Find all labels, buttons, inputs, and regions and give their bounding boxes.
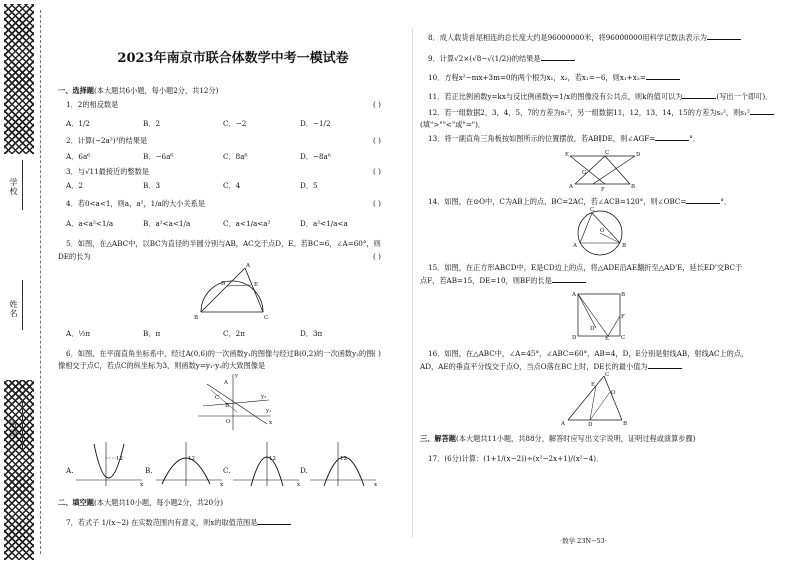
- q4-option-a[interactable]: A．a<a²<1/a: [66, 219, 114, 228]
- q1-answer-paren[interactable]: ( ): [373, 100, 381, 109]
- binding-pattern-bottom: [4, 380, 34, 560]
- q17-stem: 17．(6分)计算：(1+1/(x−2))÷(x²−2x+1)/(x²−4)．: [428, 454, 604, 463]
- q6-label-b: B: [225, 403, 230, 409]
- q3-stem: 3．与√11最接近的整数是: [66, 167, 149, 176]
- q7-answer-blank[interactable]: [257, 524, 291, 525]
- q1-stem: 1．2的相反数是: [66, 100, 119, 109]
- q3-option-a[interactable]: A．2: [66, 181, 83, 190]
- q5-option-d[interactable]: D．3π: [300, 329, 323, 338]
- q9-text: 9．计算√2×(√8−√(1/2))的结果是: [428, 54, 541, 63]
- column-divider: [412, 28, 413, 538]
- q3-option-d[interactable]: D．5: [300, 181, 318, 190]
- q15-figure: [572, 290, 628, 340]
- page-footer: ·数学 23N−53·: [560, 537, 607, 545]
- q4-answer-paren[interactable]: ( ): [373, 199, 381, 208]
- q5-figure: [193, 262, 283, 324]
- q6-graph-a-tick: 12: [116, 456, 123, 462]
- q13-label-a: A: [569, 184, 573, 190]
- binding-cut-line: [40, 10, 41, 554]
- q6-label-y2: y₂: [261, 394, 267, 400]
- q14-label-o: O: [600, 228, 605, 234]
- q16-label-a: A: [561, 421, 565, 427]
- class-label: 班级: [9, 420, 18, 438]
- q1-option-a[interactable]: A．1/2: [66, 119, 90, 128]
- q16-stem: 16．如图，在△ABC中，∠A=45°，∠ABC=60°，AB=4，D，E分别是射线AB，射线AC上的点，: [428, 349, 749, 358]
- q5-option-c[interactable]: C．2π: [223, 329, 245, 338]
- section1-note: (本大题共6小题，每小题2分，共12分): [93, 86, 219, 95]
- q7-stem: [66, 518, 291, 528]
- q13-answer-blank[interactable]: [655, 140, 689, 141]
- q6-label-a: A: [224, 380, 228, 386]
- q7-text: 7．若式子 1/(x−2) 在实数范围内有意义，则x的取值范围是: [66, 518, 258, 527]
- q14-answer-blank[interactable]: [686, 203, 720, 204]
- q5-stem-cont: DE的长为: [58, 252, 91, 261]
- section1-header: [58, 86, 218, 96]
- q14-label-a: A: [573, 243, 577, 249]
- q16-answer-blank[interactable]: [648, 368, 682, 369]
- school-label: 学校: [9, 178, 18, 196]
- q6-graph-b-x: x: [220, 482, 224, 488]
- q10-text: 10．方程x²−mx+3m=0的两个根为x₁，x₂，若x₁=−6，则x₁+x₂=: [428, 73, 646, 82]
- section3-heading: 三、解答题: [420, 434, 456, 443]
- q16-label-b: B: [623, 421, 628, 427]
- q15-label-b: B: [621, 292, 626, 298]
- q5-label-a: A: [246, 263, 250, 269]
- q14-text: 14．如图，在⊙O中，C为AB上的点，BC=2AC，若∠ACB=120°，则∠OBC=: [428, 197, 687, 206]
- q4-option-b[interactable]: B．a²<a<1/a: [143, 219, 191, 228]
- q5-stem: 5．如图，在△ABC中，以BC为直径的半圆分别与AB，AC交于点D，E。若BC=6，∠A=60°，则: [66, 239, 381, 248]
- q15-text-cont: 点F，若AB=15，DE=10，则BF的长是: [420, 276, 552, 285]
- section2-header: [58, 498, 223, 508]
- q14-label-c: C: [590, 207, 595, 213]
- q15-label-f: F: [621, 314, 625, 320]
- q16-label-e: E: [591, 382, 596, 388]
- q15-answer-blank[interactable]: [552, 282, 586, 283]
- q1-option-d[interactable]: D．−1/2: [300, 119, 331, 128]
- q4-stem: 4．若0<a<1，则a，a²，1/a的大小关系是: [66, 199, 206, 208]
- q6-graph-a-x: x: [140, 482, 144, 488]
- q8-stem: [428, 33, 741, 43]
- q13-label-d: D: [636, 152, 641, 158]
- q6-label-c: C: [215, 395, 220, 401]
- q6-graph-c-tick: 12: [269, 456, 276, 462]
- q9-stem: [428, 54, 575, 64]
- q6-option-b[interactable]: B.: [145, 466, 153, 475]
- q13-label-g: G: [582, 170, 587, 176]
- q8-text: 8．成人载货首尾相连的总长度大约是96000000米，将96000000用科学记数法表示为: [428, 33, 707, 42]
- q16-label-c: C: [605, 372, 610, 378]
- q1-option-b[interactable]: B．2: [143, 119, 161, 128]
- q9-answer-blank[interactable]: [541, 60, 575, 61]
- q6-label-y: y: [235, 373, 239, 379]
- q2-stem: 2．计算(−2a²)³的结果是: [66, 136, 148, 145]
- q2-option-a[interactable]: A．6a⁶: [66, 152, 91, 161]
- q13-label-e: E: [565, 152, 570, 158]
- q10-stem: [428, 73, 680, 83]
- q11-stem: [428, 92, 772, 102]
- q1-option-c[interactable]: C．−2: [223, 119, 247, 128]
- q2-option-d[interactable]: D．−8a⁶: [300, 152, 331, 161]
- q15-stem-cont: [420, 276, 586, 286]
- q5-option-b[interactable]: B．π: [143, 329, 161, 338]
- binding-margin: [0, 0, 50, 564]
- q16-text-cont: AD，AE的垂直平分线交于点O，当点O落在BC上时，DE长的最小值为: [420, 362, 648, 371]
- q15-label-a: A: [572, 292, 576, 298]
- q6-graph-a: [76, 440, 146, 486]
- section3-note: (本大题共11小题，共88分，解答时应写出文字说明，证明过程或演算步骤): [455, 434, 696, 443]
- q6-graph-c-x: x: [297, 482, 301, 488]
- q2-option-c[interactable]: C．8a⁶: [223, 152, 248, 161]
- q6-graph-d-tick: 12: [340, 456, 347, 462]
- q5-label-d: D: [221, 281, 226, 287]
- q5-label-c: C: [264, 315, 269, 321]
- q13-unit: °．: [689, 134, 701, 143]
- q15-label-dprime: D': [590, 326, 596, 332]
- q6-answer-paren[interactable]: ( ): [373, 349, 381, 358]
- q6-stem-cont: 像相交于点C，若点C的纵坐标为3，则函数y=y₁·y₂的大致图像是: [58, 361, 266, 370]
- q5-label-b: B: [194, 315, 199, 321]
- q12-text: 12．若一组数据2，3，4，5，7的方差为s₁²，另一组数据11，12，13，14，15的方差为s₂²，则s₁²: [428, 108, 750, 117]
- school-field: [22, 160, 23, 210]
- name-field: [22, 280, 23, 330]
- q5-option-a[interactable]: A．½π: [66, 329, 91, 338]
- q13-stem: [428, 134, 700, 144]
- q3-option-b[interactable]: B．3: [143, 181, 161, 190]
- q13-label-b: B: [631, 184, 636, 190]
- section2-heading: 二、填空题: [58, 498, 94, 507]
- class-field: [22, 400, 23, 450]
- q6-graph-b: [156, 440, 226, 486]
- q6-graph-d-x: x: [374, 482, 378, 488]
- section3-header: [420, 434, 695, 444]
- q4-option-d[interactable]: D．a²<1/a<a: [300, 219, 348, 228]
- q6-option-c[interactable]: C.: [223, 466, 231, 475]
- binding-pattern-top: [4, 4, 34, 154]
- name-label: 姓名: [9, 300, 18, 318]
- q8-answer-blank[interactable]: [707, 39, 741, 40]
- q12-tail: (填">""<"或"=")．: [420, 120, 486, 129]
- q4-option-c[interactable]: C．a<1/a<a²: [223, 219, 271, 228]
- q13-label-c: C: [605, 150, 610, 156]
- q16-label-o: O: [611, 390, 616, 396]
- q14-label-b: B: [622, 243, 627, 249]
- q16-stem-cont: [420, 362, 682, 372]
- q6-graph-c: [233, 440, 303, 486]
- q11-text: 11．若正比例函数y=kx与反比例函数y=1/x的图像没有公共点，则k的值可以为: [428, 92, 683, 101]
- q13-text: 13．将一副直角三角板按如图所示的位置摆放，若AB∥DE，则∠AGF=: [428, 134, 656, 143]
- q11-tail: (写出一个即可)．: [716, 92, 773, 101]
- q15-stem: 15．如图，在正方形ABCD中，E是CD边上的点，将△ADE沿AE翻折至△AD'E，延长ED'交BC于: [428, 263, 743, 272]
- q2-option-b[interactable]: B．−6a⁶: [143, 152, 174, 161]
- q6-stem: 6．如图，在平面直角坐标系中，经过A(0,6)的一次函数y₁的图像与经过B(0,2)的一次函数y₂的图: [66, 349, 374, 358]
- q16-figure: [560, 372, 640, 426]
- q14-unit: °．: [720, 197, 732, 206]
- q6-option-a[interactable]: A.: [66, 466, 74, 475]
- q5-label-e: E: [254, 282, 259, 288]
- q13-figure: [565, 150, 640, 192]
- q6-label-y1: y₁: [266, 408, 272, 414]
- q6-label-o: O: [226, 419, 231, 425]
- q5-answer-paren[interactable]: ( ): [373, 252, 381, 261]
- section2-note: (本大题共10小题，每小题2分，共20分): [93, 498, 224, 507]
- q15-label-d: D: [572, 335, 577, 341]
- q6-graph-b-tick: 12: [188, 456, 195, 462]
- q6-graph-d: [310, 440, 380, 486]
- q3-answer-paren[interactable]: ( ): [373, 167, 381, 176]
- q2-answer-paren[interactable]: ( ): [373, 136, 381, 145]
- q6-figure: [193, 372, 273, 432]
- q6-option-d[interactable]: D.: [300, 466, 308, 475]
- q15-label-c: C: [621, 335, 626, 341]
- q11-answer-blank[interactable]: [682, 98, 716, 99]
- q16-label-d: D: [588, 422, 593, 428]
- q14-stem: [428, 197, 731, 207]
- exam-title: 2023年南京市联合体数学中考一模试卷: [117, 51, 349, 66]
- q6-label-x: x: [269, 420, 273, 426]
- q12-answer-blank[interactable]: [750, 114, 774, 115]
- q10-answer-blank[interactable]: [646, 79, 680, 80]
- q12-stem: [428, 108, 774, 118]
- q14-figure: [570, 208, 630, 258]
- q13-label-f: F: [601, 187, 605, 193]
- q3-option-c[interactable]: C．4: [223, 181, 241, 190]
- q15-label-e: E: [605, 336, 610, 342]
- section1-heading: 一、选择题: [58, 86, 94, 95]
